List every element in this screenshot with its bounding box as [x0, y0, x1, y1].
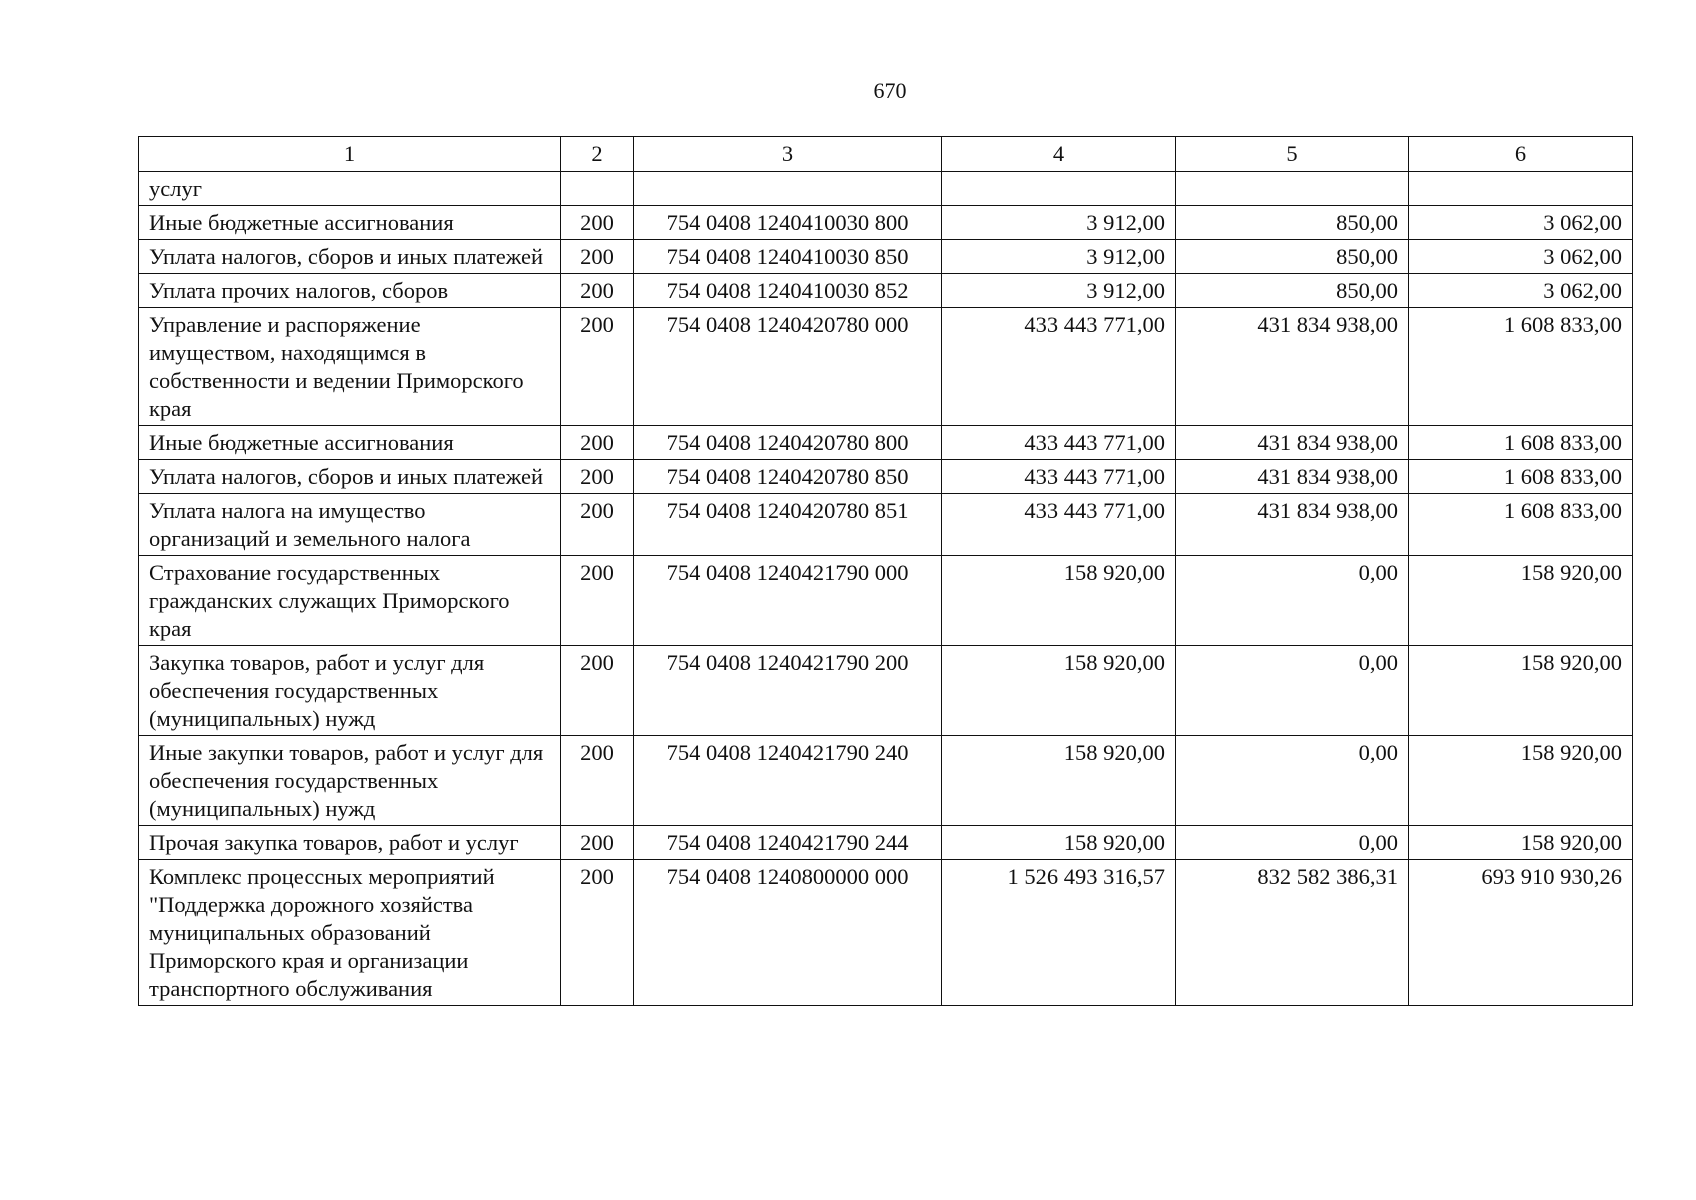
row-name-cell: Комплекс процессных мероприятий "Поддержка дорожного хозяйства муниципальных образований Приморского края и организации транспортного обслуживания — [139, 860, 561, 1006]
row-value-6-cell: 1 608 833,00 — [1409, 308, 1633, 426]
table-row — [139, 172, 1633, 206]
column-header: 3 — [634, 137, 942, 172]
row-value-5-cell: 850,00 — [1176, 274, 1409, 308]
row-name-cell: Иные бюджетные ассигнования — [139, 206, 561, 240]
row-code-cell: 754 0408 1240410030 852 — [634, 274, 942, 308]
row-name-cell: Иные бюджетные ассигнования — [139, 426, 561, 460]
table-header-row — [139, 137, 1633, 172]
row-value-4-cell: 3 912,00 — [942, 206, 1176, 240]
row-group-cell: 200 — [561, 240, 634, 274]
row-value-5-cell: 0,00 — [1176, 646, 1409, 736]
budget-table — [138, 136, 1633, 1006]
row-value-5-cell: 0,00 — [1176, 556, 1409, 646]
row-value-6-cell: 158 920,00 — [1409, 736, 1633, 826]
row-code-cell: 754 0408 1240410030 800 — [634, 206, 942, 240]
row-value-6-cell: 3 062,00 — [1409, 240, 1633, 274]
table-row — [139, 736, 1633, 826]
table-row — [139, 860, 1633, 1006]
row-value-5-cell: 850,00 — [1176, 240, 1409, 274]
row-name-cell: Прочая закупка товаров, работ и услуг — [139, 826, 561, 860]
row-value-4-cell: 433 443 771,00 — [942, 308, 1176, 426]
row-value-5-cell: 431 834 938,00 — [1176, 308, 1409, 426]
row-value-6-cell: 158 920,00 — [1409, 646, 1633, 736]
row-code-cell: 754 0408 1240800000 000 — [634, 860, 942, 1006]
row-value-5-cell: 0,00 — [1176, 826, 1409, 860]
row-name-cell: Уплата прочих налогов, сборов — [139, 274, 561, 308]
column-header: 6 — [1409, 137, 1633, 172]
row-group-cell: 200 — [561, 826, 634, 860]
row-value-6-cell: 3 062,00 — [1409, 206, 1633, 240]
row-code-cell — [634, 172, 942, 206]
row-code-cell: 754 0408 1240420780 000 — [634, 308, 942, 426]
row-name-cell: Управление и распоряжение имуществом, находящимся в собственности и ведении Приморского края — [139, 308, 561, 426]
table-row — [139, 206, 1633, 240]
row-value-4-cell: 158 920,00 — [942, 826, 1176, 860]
row-code-cell: 754 0408 1240421790 200 — [634, 646, 942, 736]
table-row — [139, 426, 1633, 460]
column-header: 5 — [1176, 137, 1409, 172]
table-row — [139, 826, 1633, 860]
row-value-5-cell: 431 834 938,00 — [1176, 460, 1409, 494]
row-code-cell: 754 0408 1240421790 000 — [634, 556, 942, 646]
row-group-cell — [561, 172, 634, 206]
table-row — [139, 646, 1633, 736]
row-value-4-cell: 3 912,00 — [942, 274, 1176, 308]
row-value-4-cell: 433 443 771,00 — [942, 494, 1176, 556]
row-name-cell: услуг — [139, 172, 561, 206]
row-name-cell: Уплата налогов, сборов и иных платежей — [139, 240, 561, 274]
row-value-5-cell: 431 834 938,00 — [1176, 494, 1409, 556]
row-group-cell: 200 — [561, 460, 634, 494]
table-row — [139, 494, 1633, 556]
row-group-cell: 200 — [561, 308, 634, 426]
row-code-cell: 754 0408 1240410030 850 — [634, 240, 942, 274]
row-group-cell: 200 — [561, 494, 634, 556]
row-group-cell: 200 — [561, 860, 634, 1006]
row-group-cell: 200 — [561, 736, 634, 826]
row-name-cell: Иные закупки товаров, работ и услуг для обеспечения государственных (муниципальных) нужд — [139, 736, 561, 826]
row-name-cell: Уплата налогов, сборов и иных платежей — [139, 460, 561, 494]
row-value-6-cell: 158 920,00 — [1409, 556, 1633, 646]
row-group-cell: 200 — [561, 556, 634, 646]
row-value-6-cell: 1 608 833,00 — [1409, 460, 1633, 494]
row-value-4-cell: 1 526 493 316,57 — [942, 860, 1176, 1006]
table-row — [139, 240, 1633, 274]
page-number: 670 — [873, 78, 907, 103]
row-value-4-cell: 158 920,00 — [942, 556, 1176, 646]
row-value-6-cell: 693 910 930,26 — [1409, 860, 1633, 1006]
row-value-6-cell: 1 608 833,00 — [1409, 426, 1633, 460]
row-code-cell: 754 0408 1240421790 240 — [634, 736, 942, 826]
row-value-6-cell: 1 608 833,00 — [1409, 494, 1633, 556]
row-value-4-cell — [942, 172, 1176, 206]
table-row — [139, 460, 1633, 494]
row-value-5-cell — [1176, 172, 1409, 206]
row-group-cell: 200 — [561, 274, 634, 308]
row-value-4-cell: 158 920,00 — [942, 736, 1176, 826]
column-header: 1 — [139, 137, 561, 172]
row-name-cell: Страхование государственных гражданских служащих Приморского края — [139, 556, 561, 646]
row-value-6-cell: 158 920,00 — [1409, 826, 1633, 860]
row-value-4-cell: 3 912,00 — [942, 240, 1176, 274]
row-value-6-cell: 3 062,00 — [1409, 274, 1633, 308]
row-name-cell: Уплата налога на имущество организаций и земельного налога — [139, 494, 561, 556]
row-code-cell: 754 0408 1240421790 244 — [634, 826, 942, 860]
row-name-cell: Закупка товаров, работ и услуг для обеспечения государственных (муниципальных) нужд — [139, 646, 561, 736]
table-row — [139, 308, 1633, 426]
table-row — [139, 556, 1633, 646]
row-code-cell: 754 0408 1240420780 851 — [634, 494, 942, 556]
column-header: 4 — [942, 137, 1176, 172]
row-code-cell: 754 0408 1240420780 850 — [634, 460, 942, 494]
row-value-4-cell: 433 443 771,00 — [942, 426, 1176, 460]
row-group-cell: 200 — [561, 426, 634, 460]
row-group-cell: 200 — [561, 646, 634, 736]
row-value-5-cell: 850,00 — [1176, 206, 1409, 240]
row-group-cell: 200 — [561, 206, 634, 240]
row-value-6-cell — [1409, 172, 1633, 206]
row-value-5-cell: 431 834 938,00 — [1176, 426, 1409, 460]
table-row — [139, 274, 1633, 308]
column-header: 2 — [561, 137, 634, 172]
row-value-5-cell: 0,00 — [1176, 736, 1409, 826]
row-code-cell: 754 0408 1240420780 800 — [634, 426, 942, 460]
row-value-4-cell: 158 920,00 — [942, 646, 1176, 736]
row-value-4-cell: 433 443 771,00 — [942, 460, 1176, 494]
row-value-5-cell: 832 582 386,31 — [1176, 860, 1409, 1006]
